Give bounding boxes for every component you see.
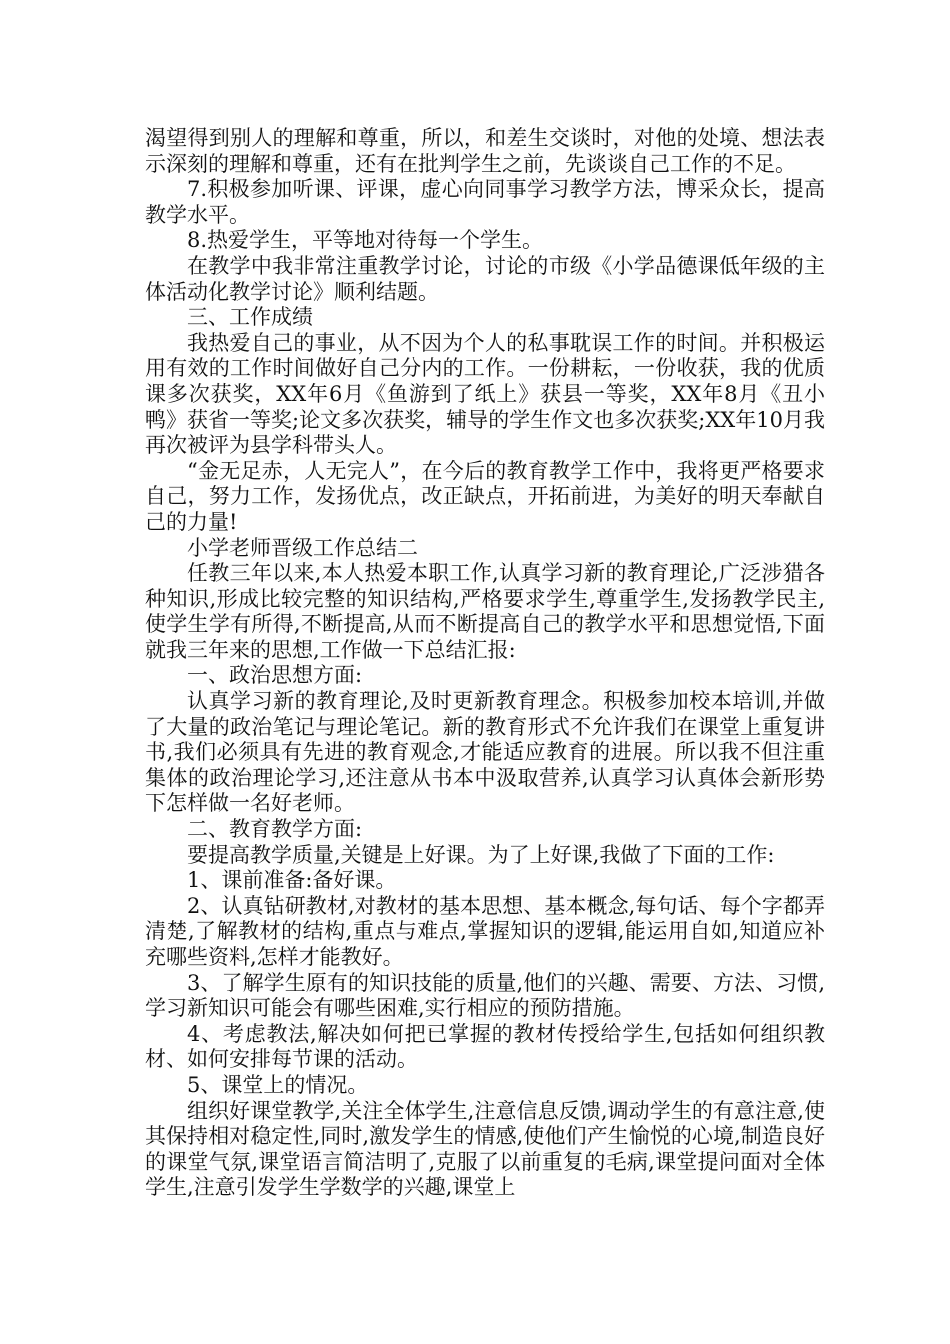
- paragraph: 要提高教学质量,关键是上好课。为了上好课,我做了下面的工作:: [187, 842, 775, 867]
- paragraph: “金无足赤，人无完人”，在今后的教育教学工作中，我将更严格要求自己，努力工作，发扬优点，改正缺点，开拓前进，为美好的明天奉献自己的力量!: [145, 458, 825, 534]
- paragraph: 我热爱自己的事业，从不因为个人的私事耽误工作的时间。并积极运用有效的工作时间做好自己分内的工作。一份耕耘，一份收获，我的优质课多次获奖，XX年6月《鱼游到了纸上》获县一等奖，XX年8月《丑小鸭》获省一等奖;论文多次获奖，辅导的学生作文也多次获奖;XX年10月我再次被评为县学科带头人。: [145, 330, 825, 458]
- paragraph: 7.积极参加听课、评课，虚心向同事学习教学方法，博采众长，提高教学水平。: [145, 177, 825, 227]
- document-body: [145, 126, 825, 1201]
- list-item: 1、课前准备:备好课。: [187, 868, 397, 893]
- list-item: 2、认真钻研教材,对教材的基本思想、基本概念,每句话、每个字都弄清楚,了解教材的结构,重点与难点,掌握知识的逻辑,能运用自如,知道应补充哪些资料,怎样才能教好。: [145, 893, 825, 969]
- section-heading: 二、教育教学方面:: [187, 817, 363, 842]
- paragraph: 任教三年以来,本人热爱本职工作,认真学习新的教育理论,广泛涉猎各种知识,形成比较完整的知识结构,严格要求学生,尊重学生,发扬教学民主,使学生学有所得,不断提高,从而不断提高自己的教学水平和思想觉悟,下面就我三年来的思想,工作做一下总结汇报:: [145, 561, 825, 662]
- section-title: 小学老师晋级工作总结二: [187, 535, 418, 560]
- list-item: 3、了解学生原有的知识技能的质量,他们的兴趣、需要、方法、习惯,学习新知识可能会有哪些困难,实行相应的预防措施。: [145, 970, 825, 1021]
- list-item: 5、课堂上的情况。: [187, 1072, 369, 1097]
- paragraph: 在教学中我非常注重教学讨论，讨论的市级《小学品德课低年级的主体活动化教学讨论》顺利结题。: [145, 253, 825, 304]
- paragraph: 渴望得到别人的理解和尊重，所以，和差生交谈时，对他的处境、想法表示深刻的理解和尊重，还有在批判学生之前，先谈谈自己工作的不足。: [145, 126, 825, 176]
- section-heading: 一、政治思想方面:: [187, 663, 363, 688]
- section-heading: 三、工作成绩: [187, 305, 313, 330]
- paragraph: 8.热爱学生，平等地对待每一个学生。: [187, 228, 544, 253]
- list-item: 4、考虑教法,解决如何把已掌握的教材传授给学生,包括如何组织教材、如何安排每节课的活动。: [145, 1021, 825, 1072]
- paragraph: 组织好课堂教学,关注全体学生,注意信息反馈,调动学生的有意注意,使其保持相对稳定性,同时,激发学生的情感,使他们产生愉悦的心境,制造良好的课堂气氛,课堂语言简洁明了,克服了以前重复的毛病,课堂提问面对全体学生,注意引发学生学数学的兴趣,课堂上: [145, 1098, 825, 1200]
- paragraph: 认真学习新的教育理论,及时更新教育理念。积极参加校本培训,并做了大量的政治笔记与理论笔记。新的教育形式不允许我们在课堂上重复讲书,我们必须具有先进的教育观念,才能适应教育的进展。所以我不但注重集体的政治理论学习,还注意从书本中汲取营养,认真学习认真体会新形势下怎样做一名好老师。: [145, 689, 825, 816]
